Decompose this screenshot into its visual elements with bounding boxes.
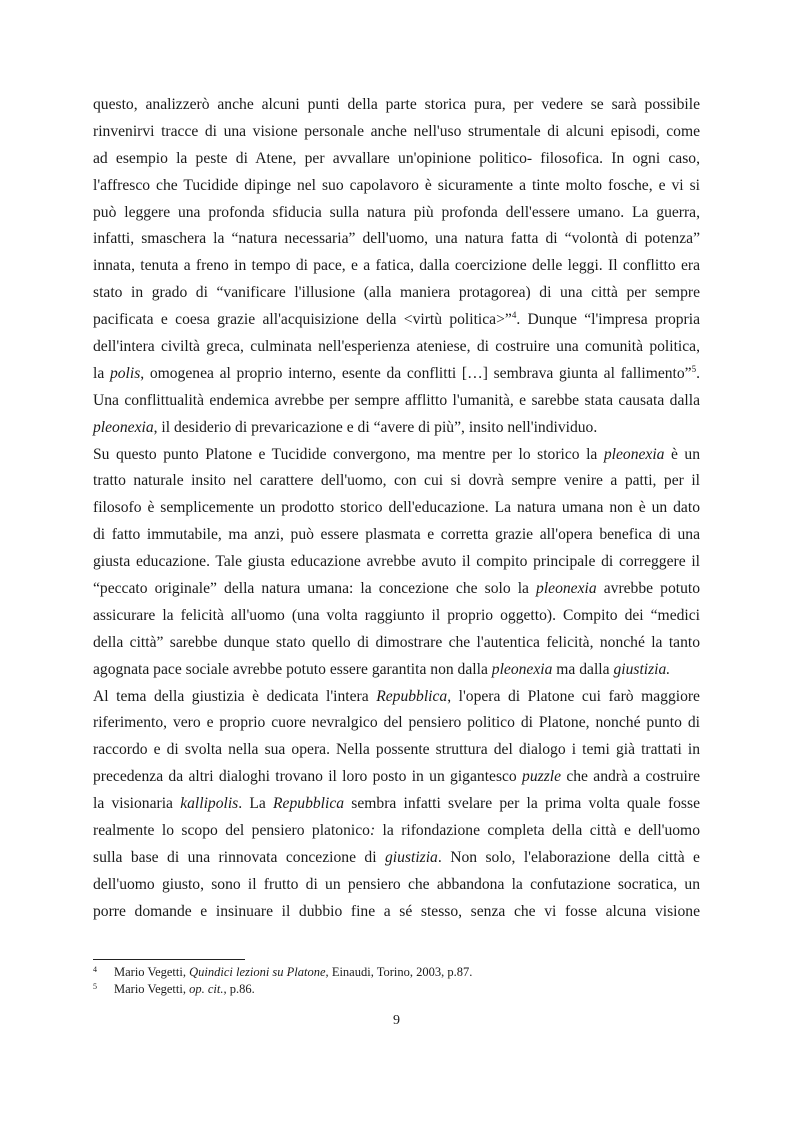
paragraph	[93, 92, 700, 442]
text-line: può leggere una profonda sfiducia sulla natura più profonda dell'essere umano. La guerra,	[93, 203, 700, 221]
text-line: raccordo e di svolta nella sua opera. Nella possente struttura del dialogo i temi già trattati in	[93, 741, 700, 759]
text-line: Su questo punto Platone e Tucidide convergono, ma mentre per lo storico la pleonexia è un	[93, 445, 701, 463]
text-line: di fatto immutabile, ma anzi, può essere plasmata e corretta grazie all'opera benefica di una	[93, 526, 700, 544]
text-line: l'affresco che Tucidide dipinge nel suo capolavoro è sicuramente a tinte molto fosche, e vi si	[93, 176, 700, 194]
text-line: porre domande e insinuare il dubbio fine a sé stesso, senza che vi fosse alcuna visione	[93, 902, 700, 920]
text-line: agognata pace sociale avrebbe potuto essere garantita non dalla pleonexia ma dalla giustizia.	[93, 660, 671, 678]
text-line: realmente lo scopo del pensiero platonico: la rifondazione completa della città e dell'uomo	[93, 822, 700, 840]
text-line: filosofo è semplicemente un prodotto storico dell'educazione. La natura umana non è un dato	[93, 499, 700, 517]
text-line: “peccato originale” della natura umana: la concezione che solo la pleonexia avrebbe potuto	[93, 580, 700, 598]
text-line: dell'uomo giusto, sono il frutto di un pensiero che abbandona la confutazione socratica, un	[93, 875, 700, 893]
footnote-separator	[93, 959, 245, 960]
text-line: la visionaria kallipolis. La Repubblica sembra infatti svelare per la prima volta quale fosse	[93, 795, 700, 813]
text-line: la polis, omogenea al proprio interno, esente da conflitti […] sembrava giunta al fallimento”$^5$.	[93, 363, 700, 382]
text-line: giusta educazione. Tale giusta educazione avrebbe avuto il compito principale di correggere il	[93, 553, 700, 571]
page-body	[93, 92, 700, 926]
text-line: tratto naturale insito nel carattere dell'uomo, con cui si dovrà sempre venire a patti, per il	[93, 472, 700, 490]
text-line: stato in grado di “vanificare l'illusione (alla maniera protagorea) di una città per sempre	[93, 284, 700, 302]
paragraph	[93, 442, 700, 684]
text-line: questo, analizzerò anche alcuni punti della parte storica pura, per vedere se sarà possibile	[93, 96, 700, 113]
text-line: assicurare la felicità all'uomo (una volta raggiunto il proprio oggetto). Compito dei “medici	[93, 606, 700, 624]
footnote-text: Mario Vegetti, op. cit., p.86.	[114, 982, 255, 996]
text-line: pleonexia, il desiderio di prevaricazione e di “avere di più”, insito nell'individuo.	[93, 418, 598, 436]
footnotes	[93, 964, 700, 998]
text-line: innata, tenuta a freno in tempo di pace, e a fatica, dalla coercizione delle leggi. Il conflitto era	[93, 257, 700, 275]
paragraph	[93, 684, 700, 926]
text-line: ad esempio la peste di Atene, per avvallare un'opinione politico- filosofica. In ogni caso,	[93, 149, 700, 167]
footnote-ref: 4	[511, 309, 517, 320]
text-line: precedenza da altri dialoghi trovano il loro posto in un gigantesco puzzle che andrà a costruire	[93, 768, 701, 786]
footnote-text: Mario Vegetti, Quindici lezioni su Platone, Einaudi, Torino, 2003, p.87.	[114, 965, 473, 979]
footnote-number: 4	[93, 965, 97, 974]
text-line: riferimento, vero e proprio cuore nevralgico del pensiero politico di Platone, nonché punto di	[93, 714, 700, 732]
text-line: dell'intera civiltà greca, culminata nell'esperienza ateniese, di costruire una comunità politica,	[93, 338, 700, 356]
footnote-number: 5	[93, 982, 97, 991]
text-line: Al tema della giustizia è dedicata l'intera Repubblica, l'opera di Platone cui farò maggiore	[93, 687, 700, 705]
footnote	[93, 981, 700, 998]
text-line: pacificata e coesa grazie all'acquisizione della <virtù politica>”$^4$. Dunque “l'impresa propria	[93, 309, 701, 329]
page-number: 9	[393, 1013, 400, 1028]
text-line: sulla base di una rinnovata concezione di giustizia. Non solo, l'elaborazione della città e	[93, 848, 700, 866]
text-line: infatti, smaschera la “natura necessaria” dell'uomo, una natura fatta di “volontà di potenza”	[93, 230, 700, 248]
footnote-ref: 5	[691, 363, 697, 374]
text-line: Una conflittualità endemica avrebbe per sempre afflitto l'umanità, e sarebbe stata causata dalla	[93, 391, 700, 409]
text-line: della città” sarebbe dunque stato quello di dimostrare che l'autentica felicità, nonché la tanto	[93, 633, 700, 651]
footnote	[93, 964, 700, 981]
text-line: rinvenirvi tracce di una visione personale anche nell'uso strumentale di alcuni episodi, come	[93, 122, 700, 140]
